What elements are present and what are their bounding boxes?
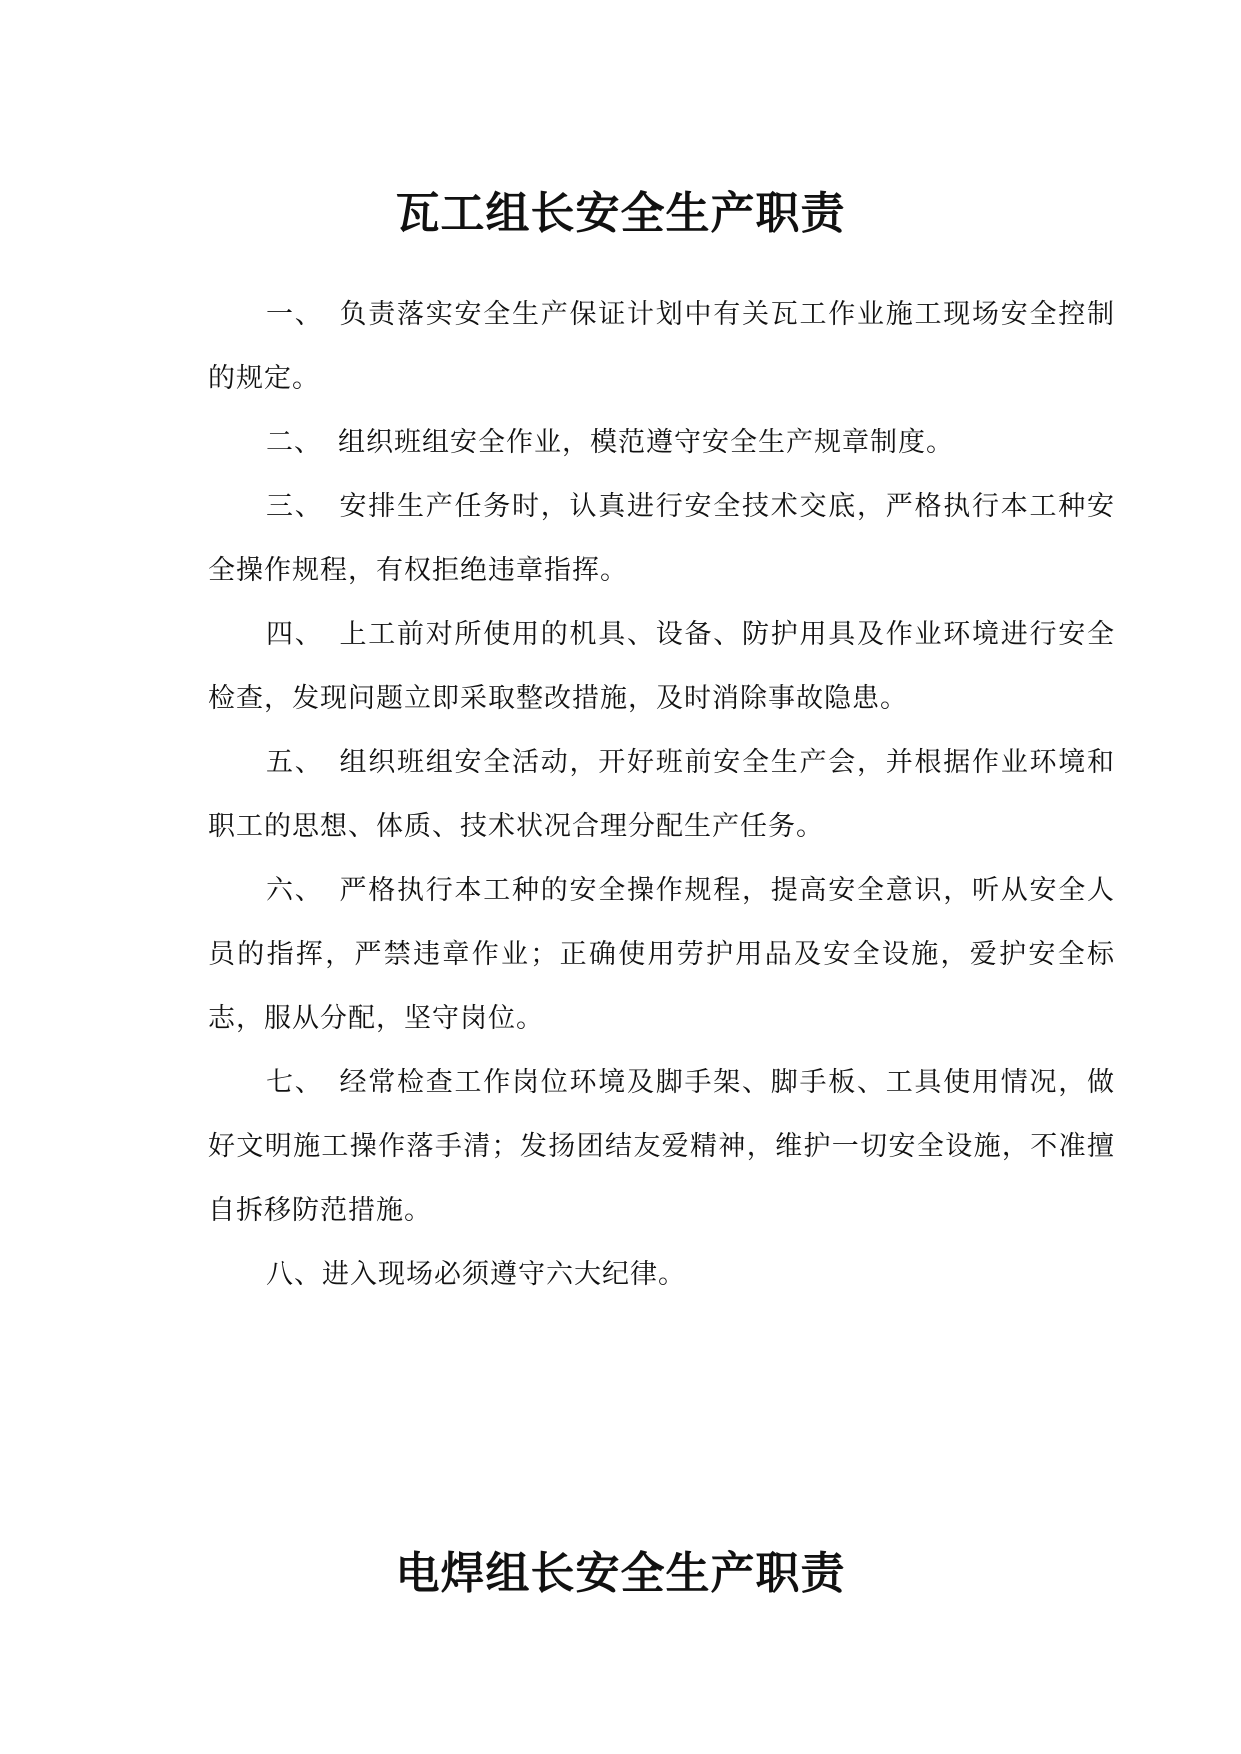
duty-number: 六、	[266, 875, 324, 906]
duty-text: 组织班组安全活动，开好班前安全生产会，并根据作业环境和职工的思想、体质、技术状况合理分配生产任务。	[208, 747, 1115, 842]
duty-text: 进入现场必须遵守六大纪律。	[322, 1259, 686, 1290]
duty-item-5	[208, 731, 1115, 859]
next-document-title: 电焊组长安全生产职责	[395, 1548, 846, 1600]
duty-item-7	[208, 1051, 1115, 1243]
duty-number: 八、	[266, 1259, 322, 1290]
duty-number: 七、	[266, 1067, 324, 1098]
duty-item-4	[208, 603, 1115, 731]
duty-text: 严格执行本工种的安全操作规程，提高安全意识，听从安全人员的指挥，严禁违章作业；正确使用劳护用品及安全设施，爱护安全标志，服从分配，坚守岗位。	[208, 875, 1115, 1034]
duty-item-3	[208, 475, 1115, 603]
duty-text: 负责落实安全生产保证计划中有关瓦工作业施工现场安全控制的规定。	[208, 299, 1115, 394]
duty-number: 四、	[266, 619, 324, 650]
document-title: 瓦工组长安全生产职责	[395, 188, 846, 240]
document-body	[208, 283, 1115, 1307]
duty-text: 经常检查工作岗位环境及脚手架、脚手板、工具使用情况，做好文明施工操作落手清；发扬团结友爱精神，维护一切安全设施，不准擅自拆移防范措施。	[208, 1067, 1115, 1226]
duty-number: 三、	[266, 491, 324, 522]
duty-text: 组织班组安全作业，模范遵守安全生产规章制度。	[338, 427, 954, 458]
duty-number: 五、	[266, 747, 324, 778]
duty-text: 安排生产任务时，认真进行安全技术交底，严格执行本工种安全操作规程，有权拒绝违章指挥。	[208, 491, 1115, 586]
duty-number: 二、	[266, 427, 322, 458]
duty-item-2	[208, 411, 1115, 475]
duty-item-6	[208, 859, 1115, 1051]
duty-number: 一、	[266, 299, 324, 330]
duty-item-8	[208, 1243, 1115, 1307]
duty-item-1	[208, 283, 1115, 411]
duty-text: 上工前对所使用的机具、设备、防护用具及作业环境进行安全检查，发现问题立即采取整改措施，及时消除事故隐患。	[208, 619, 1115, 714]
